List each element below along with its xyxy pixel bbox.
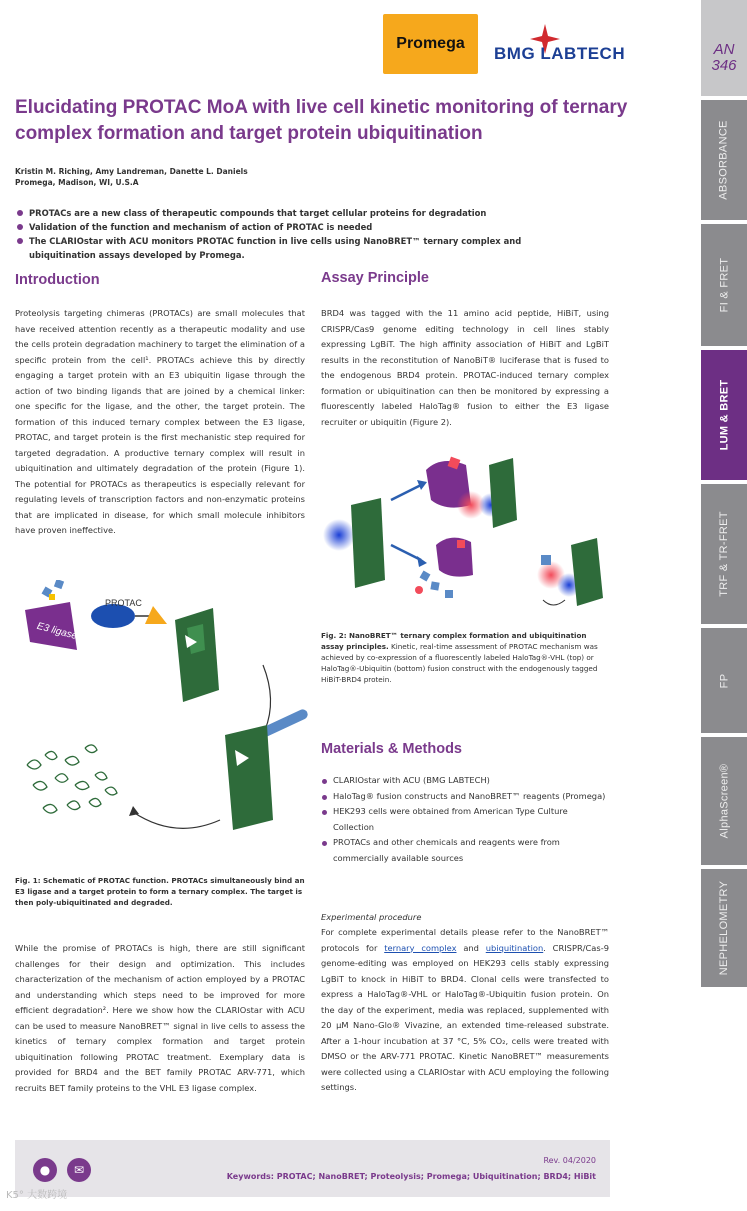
introduction-paragraph-2: While the promise of PROTACs is high, there are still significant challenges for their design and optimization. This includes characterization of the mechanism of action employed by a PROTAC and understanding which steps need to be improved for more efficient degradation². Here we show how the CLARIOstar with ACU can be used to measure NanoBRET™ signal in live cells to assess the kinetics of ternary complex formation and target protein ubiquitination following PROTAC treatment. Exemplary data is provided for BRD4 and the BET family PROTAC ARV-771, which recruits BET family proteins to the VHL E3 ligase complex.	[15, 943, 305, 1093]
materials-item: HEK293 cells were obtained from American Type Culture Collection	[321, 804, 609, 835]
tab-absorbance[interactable]	[701, 100, 747, 220]
highlight-item: The CLARIOstar with ACU monitors PROTAC function in live cells using NanoBRET™ ternary complex and ubiquitination assays developed by Promega.	[15, 234, 585, 262]
figure-1-caption	[15, 875, 305, 908]
page-title: Elucidating PROTAC MoA with live cell kinetic monitoring of ternary complex formation and target protein ubiquitination	[15, 97, 628, 144]
assay-principle-paragraph: BRD4 was tagged with the 11 amino acid peptide, HiBiT, using CRISPR/Cas9 genome editing technology in cell lines stably expressing LgBiT. The high affinity association of HiBiT and LgBiT results in the reconstitution of NanoBiT® luciferase that is fused to the endogenous BRD4 protein. PROTAC-induced ternary complex formation or ubiquitination can then be monitored by expressing a fluorescently labeled HaloTag® fusion to either the E3 ligase recruiter or ubiquitin (Figure 2).	[321, 308, 609, 427]
author-affiliation: Promega, Madison, WI, U.S.A	[15, 178, 139, 187]
tab-fp[interactable]	[701, 628, 747, 733]
tab-label: LUM & BRET	[718, 379, 731, 451]
protac-label: PROTAC	[105, 598, 142, 608]
app-note-number: 346	[711, 57, 737, 74]
introduction-paragraph-1: Proteolysis targeting chimeras (PROTACs) are small molecules that have received attention recently as a therapeutic modality and use the cells protein degradation machinery to target the elimination of a specific protein from the cell¹. PROTACs achieve this by directly engaging a target protein with an E3 ubiquitin ligase through the action of two binding ligands that are joined by a chemical linker: one specific for the ligase, and the other, the target protein. The formation of this induced ternary complex between the E3 ligase, PROTAC, and target protein is the first mechanistic step required for targeted degradation. A productive ternary complex will result in ubiquitination and ultimately degradation of the protein (Figure 1). The potential for PROTACs as therapeutics is especially relevant for regulating levels of transcription factors and non-enzymatic proteins that are implicated in disease, for which small molecule inhibitors have proven ineffective.	[15, 308, 305, 535]
e3-ligase-label: E3 ligase	[35, 620, 79, 643]
procedure-text-start: For complete experimental details please refer to the NanoBRET™ protocols for	[321, 927, 609, 953]
ternary-complex-link[interactable]: ternary complex	[384, 942, 457, 953]
tab-alphascreen[interactable]	[701, 737, 747, 865]
figure-1-number: Fig. 1:	[15, 876, 41, 885]
materials-item: PROTACs and other chemicals and reagents were from commercially available sources	[321, 835, 609, 866]
figure-2-caption-bold: NanoBRET™ ternary complex formation and ubiquitination assay principles.	[321, 631, 587, 651]
bmg-labtech-logo: BMG LABTECH	[494, 44, 626, 63]
figure-1-caption-text: Schematic of PROTAC function. PROTACs simultaneously bind an E3 ligase and a target protein to form a ternary complex. The target is then poly-ubiquitinated and degraded.	[15, 876, 305, 907]
materials-methods-heading: Materials & Methods	[321, 741, 462, 757]
materials-item: HaloTag® fusion constructs and NanoBRET™ reagents (Promega)	[321, 789, 609, 805]
tab-label: ABSORBANCE	[718, 120, 731, 200]
tab-trf-tr-fret[interactable]	[701, 484, 747, 624]
figure-2-number: Fig. 2:	[321, 631, 347, 640]
tab-label: FI & FRET	[718, 257, 730, 313]
mail-icon[interactable]: ✉	[67, 1158, 91, 1182]
figure-2-caption	[321, 630, 609, 685]
tab-nephelometry[interactable]	[701, 869, 747, 987]
tab-fi-fret[interactable]	[701, 224, 747, 346]
authors	[15, 166, 248, 188]
side-tab-bar	[701, 0, 747, 990]
tab-label: AlphaScreen®	[718, 763, 731, 839]
highlights-list	[15, 206, 585, 262]
footer-bar	[15, 1140, 610, 1197]
e3-ligase-shape	[25, 602, 79, 650]
assay-principle-heading: Assay Principle	[321, 270, 429, 286]
materials-item: CLARIOstar with ACU (BMG LABTECH)	[321, 773, 609, 789]
promega-logo-text: Promega	[396, 35, 465, 52]
materials-list	[321, 773, 609, 866]
keywords: Keywords: PROTAC; NanoBRET; Proteolysis; Promega; Ubiquitination; BRD4; HiBit	[226, 1172, 596, 1181]
promega-logo	[383, 14, 478, 74]
globe-icon[interactable]: ●	[33, 1158, 57, 1182]
degraded-peptides	[27, 745, 117, 813]
tab-label: TRF & TR-FRET	[718, 511, 731, 597]
figure-1-schematic	[15, 580, 315, 845]
introduction-heading: Introduction	[15, 272, 100, 288]
tab-label: FP	[718, 673, 730, 688]
figure-2-schematic	[321, 450, 611, 615]
revision-date: Rev. 04/2020	[543, 1156, 596, 1165]
procedure-text-rest: . CRISPR/Cas-9 genome-editing was employed on HEK293 cells stably expressing LgBiT to knock in HiBiT to BRD4. Clonal cells were transfected to express a HaloTag®-VHL or HaloTag®-Ubiquitin fusion protein. On the day of the experiment, media was replaced, supplemented with 20 µM Nano-Glo® Vivazine, an extended time-released substrate. After a 1-hour incubation at 37 °C, 5% CO₂, cells were treated with DMSO or the ARV-771 PROTAC. Kinetic NanoBRET™ measurements were collected using a CLARIOstar with ACU employing the following settings.	[321, 942, 609, 1092]
app-note-badge	[701, 0, 747, 96]
figure-2-caption-text: Kinetic, real-time assessment of PROTAC mechanism was achieved by co-expression of a fluorescently labeled HaloTag®-VHL (top) or HaloTag®-Ubiquitin (bottom) fusion construct with the endogenously tagged HiBiT-BRD4 protein.	[321, 642, 598, 684]
author-names: Kristin M. Riching, Amy Landreman, Danette L. Daniels	[15, 167, 248, 176]
tab-lum-bret[interactable]	[701, 350, 747, 480]
app-note-prefix: AN	[713, 41, 735, 58]
highlight-item: PROTACs are a new class of therapeutic compounds that target cellular proteins for degradation	[15, 206, 585, 220]
experimental-procedure-paragraph	[321, 925, 609, 1096]
highlight-item: Validation of the function and mechanism of action of PROTAC is needed	[15, 220, 585, 234]
watermark-text: K5° 大数跨境	[6, 1190, 68, 1201]
ubiquitination-link[interactable]: ubiquitination	[485, 942, 544, 953]
procedure-text-and: and	[456, 942, 486, 953]
experimental-procedure-subheading: Experimental procedure	[321, 912, 422, 922]
tab-label: NEPHELOMETRY	[718, 880, 731, 976]
